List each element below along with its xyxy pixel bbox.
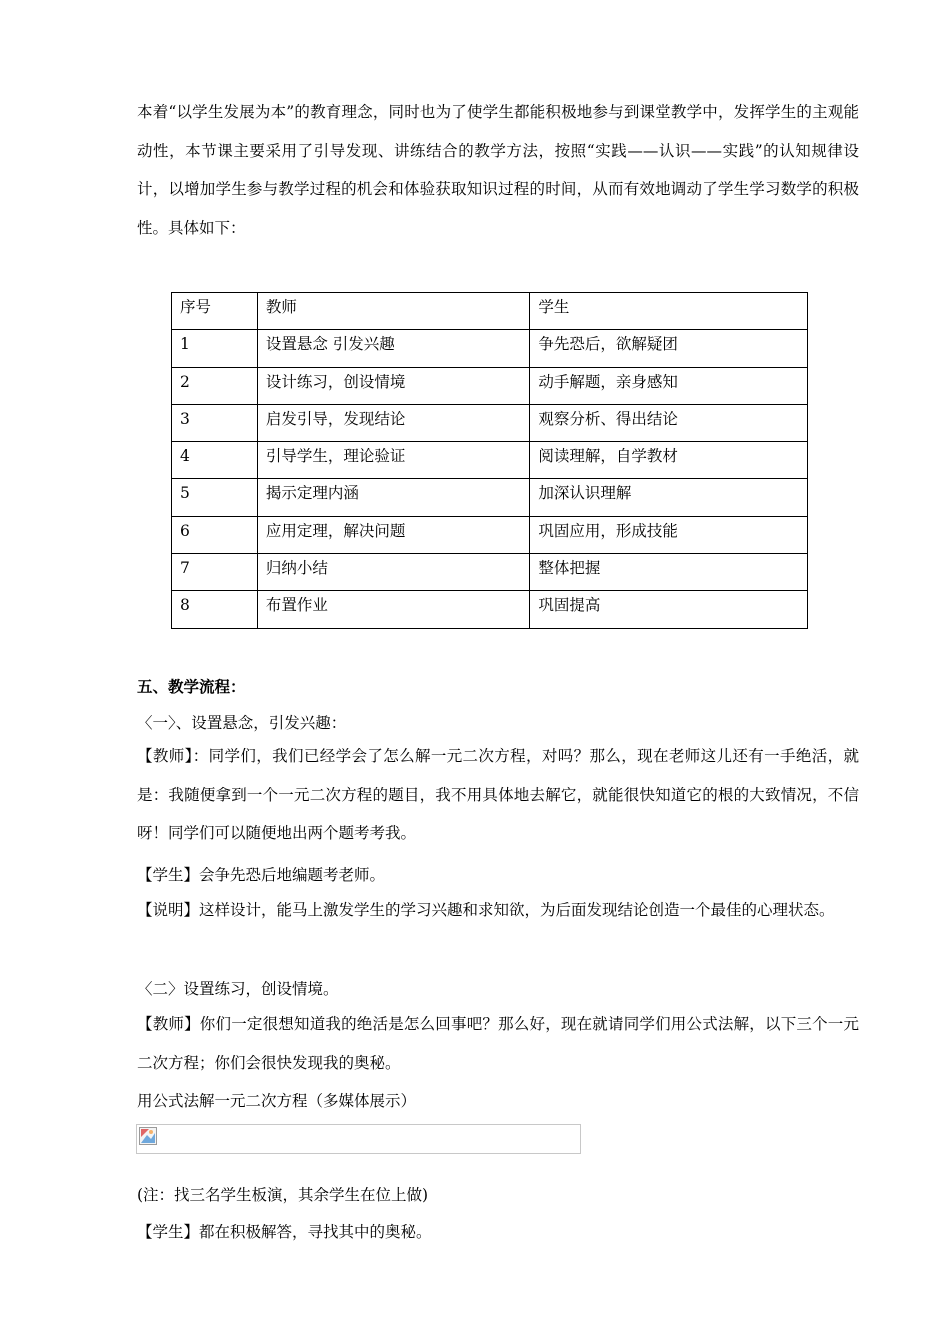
cell-student: 巩固应用，形成技能 [530, 516, 808, 553]
method-table [171, 292, 808, 629]
broken-image-icon [139, 1127, 157, 1145]
cell-teacher: 启发引导，发现结论 [257, 404, 530, 441]
cell-student: 加深认识理解 [530, 479, 808, 516]
intro-paragraph: 本着“以学生发展为本”的教育理念，同时也为了使学生都能积极地参与到课堂教学中，发挥学生的主观能动性，本节课主要采用了引导发现、讲练结合的教学方法，按照“实践——认识——实践”的认知规律设计，以增加学生参与教学过程的机会和体验获取知识过程的时间，从而有效地调动了学生学习数学的积极性。具体如下： [137, 103, 859, 237]
teacher-paragraph-1: 【教师】：同学们，我们已经学会了怎么解一元二次方程，对吗？那么，现在老师这儿还有一手绝活，就是：我随便拿到一个一元二次方程的题目，我不用具体地去解它，就能很快知道它的根的大致情况，不信呀！同学们可以随便地出两个题考考我。 [137, 747, 859, 842]
cell-number: 8 [172, 591, 258, 628]
cell-teacher: 引导学生，理论验证 [257, 442, 530, 479]
cell-number: 7 [172, 554, 258, 591]
cell-student: 观察分析、得出结论 [530, 404, 808, 441]
cell-teacher: 揭示定理内涵 [257, 479, 530, 516]
table-row [172, 479, 808, 516]
cell-student: 学生 [530, 293, 808, 330]
cell-student: 阅读理解，自学教材 [530, 442, 808, 479]
table-row [172, 367, 808, 404]
student-paragraph-2: 【学生】都在积极解答，寻找其中的奥秘。 [137, 1223, 432, 1241]
table-row [172, 442, 808, 479]
note-paragraph-2: (注：找三名学生板演，其余学生在位上做) [137, 1186, 429, 1204]
cell-teacher: 设置悬念 引发兴趣 [257, 330, 530, 367]
cell-student: 整体把握 [530, 554, 808, 591]
table-row [172, 591, 808, 628]
section-title: 五、教学流程： [137, 677, 246, 696]
cell-number: 序号 [172, 293, 258, 330]
cell-number: 5 [172, 479, 258, 516]
table-header-row [172, 293, 808, 330]
student-paragraph-1: 【学生】会争先恐后地编题考老师。 [137, 866, 386, 884]
table-row [172, 516, 808, 553]
cell-number: 1 [172, 330, 258, 367]
note-paragraph-1: 【说明】这样设计，能马上激发学生的学习兴趣和求知欲，为后面发现结论创造一个最佳的心理状态。 [137, 901, 835, 919]
cell-teacher: 设计练习，创设情境 [257, 367, 530, 404]
cell-number: 2 [172, 367, 258, 404]
formula-image-placeholder [136, 1124, 581, 1154]
cell-number: 6 [172, 516, 258, 553]
cell-number: 3 [172, 404, 258, 441]
table-row [172, 554, 808, 591]
formula-caption: 用公式法解一元二次方程（多媒体展示） [137, 1092, 417, 1110]
cell-teacher: 应用定理，解决问题 [257, 516, 530, 553]
cell-student: 巩固提高 [530, 591, 808, 628]
cell-number: 4 [172, 442, 258, 479]
cell-teacher: 教师 [257, 293, 530, 330]
table-row [172, 330, 808, 367]
teacher-paragraph-2: 【教师】你们一定很想知道我的绝活是怎么回事吧？那么好，现在就请同学们用公式法解，以下三个一元二次方程；你们会很快发现我的奥秘。 [137, 1015, 859, 1072]
cell-student: 动手解题，亲身感知 [530, 367, 808, 404]
cell-teacher: 归纳小结 [257, 554, 530, 591]
step1-title: 〈一〉、设置悬念，引发兴趣： [137, 714, 347, 732]
table-row [172, 404, 808, 441]
cell-teacher: 布置作业 [257, 591, 530, 628]
step2-title: 〈二〉设置练习，创设情境。 [137, 980, 339, 998]
cell-student: 争先恐后，欲解疑团 [530, 330, 808, 367]
